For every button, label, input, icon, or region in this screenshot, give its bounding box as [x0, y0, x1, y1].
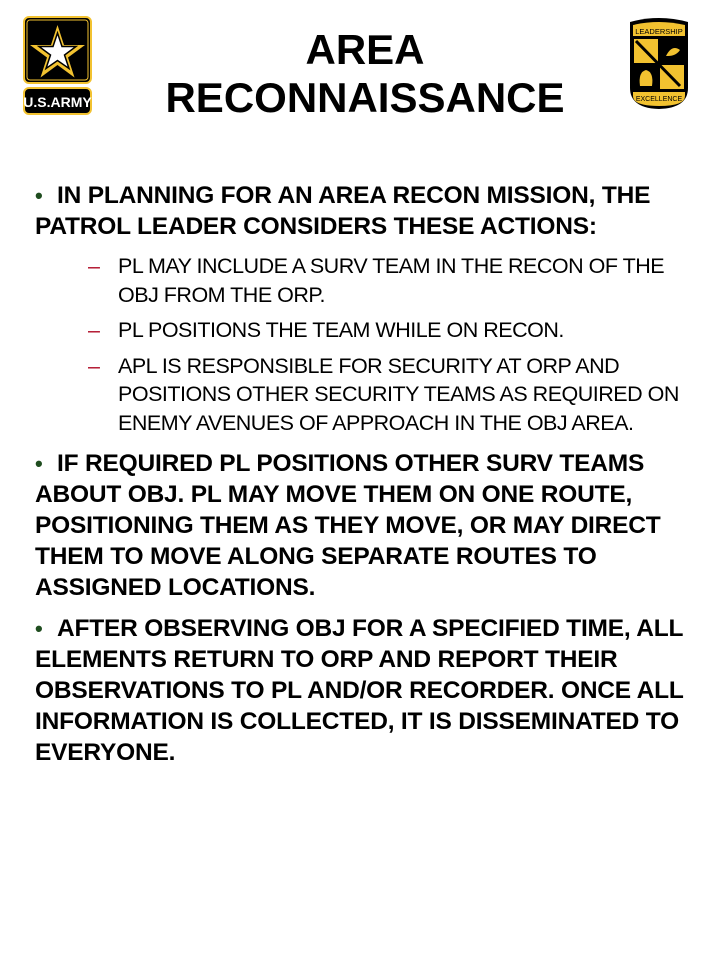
bullet-text: IN PLANNING FOR AN AREA RECON MISSION, THE PATROL LEADER CONSIDERS THESE ACTIONS: — [35, 182, 651, 240]
title-line-2: RECONNAISSANCE — [165, 74, 565, 121]
bullet-icon: • — [35, 615, 43, 641]
bullet-text: AFTER OBSERVING OBJ FOR A SPECIFIED TIME, ALL ELEMENTS RETURN TO ORP AND REPORT THEIR OBSERVATIONS TO PL AND/OR RECORDER. ONCE ALL INFORMATION IS COLLECTED, IT IS DISSEMINATED TO EVERYONE. — [35, 614, 684, 766]
svg-text:U.S.ARMY: U.S.ARMY — [23, 94, 92, 110]
dash-icon: – — [88, 318, 100, 343]
sub-bullet-text: PL MAY INCLUDE A SURV TEAM IN THE RECON OF THE OBJ FROM THE ORP. — [118, 254, 665, 307]
sub-bullet-item-3 — [35, 352, 705, 438]
sub-bullet-text: APL IS RESPONSIBLE FOR SECURITY AT ORP AND POSITIONS OTHER SECURITY TEAMS AS REQUIRED ON ENEMY AVENUES OF APPROACH IN THE OBJ AREA. — [118, 353, 679, 435]
bullet-icon: • — [35, 450, 43, 476]
rotc-logo — [624, 16, 694, 111]
sub-bullet-item-1 — [35, 252, 705, 309]
sub-bullet-text: PL POSITIONS THE TEAM WHILE ON RECON. — [118, 318, 564, 343]
title-line-1: AREA — [305, 26, 425, 73]
bullet-item-2 — [35, 448, 705, 603]
bullet-text: IF REQUIRED PL POSITIONS OTHER SURV TEAMS ABOUT OBJ. PL MAY MOVE THEM ON ONE ROUTE, POSITIONING THEM AS THEY MOVE, OR MAY DIRECT THEM TO MOVE ALONG SEPARATE ROUTES TO ASSIGNED LOCATIONS. — [35, 449, 661, 601]
bullet-item-1 — [35, 180, 705, 242]
slide-title — [120, 26, 610, 122]
bullet-item-3 — [35, 613, 705, 768]
bullet-icon: • — [35, 183, 43, 208]
slide-body — [35, 180, 705, 778]
army-star-icon — [23, 16, 92, 115]
dash-icon: – — [88, 254, 100, 278]
sub-bullet-list — [35, 252, 705, 438]
rotc-shield-icon — [624, 16, 694, 111]
dash-icon: – — [88, 353, 100, 378]
us-army-logo — [23, 16, 92, 115]
sub-bullet-item-2 — [35, 316, 705, 345]
svg-text:EXCELLENCE: EXCELLENCE — [635, 96, 683, 103]
svg-text:LEADERSHIP: LEADERSHIP — [635, 27, 683, 36]
